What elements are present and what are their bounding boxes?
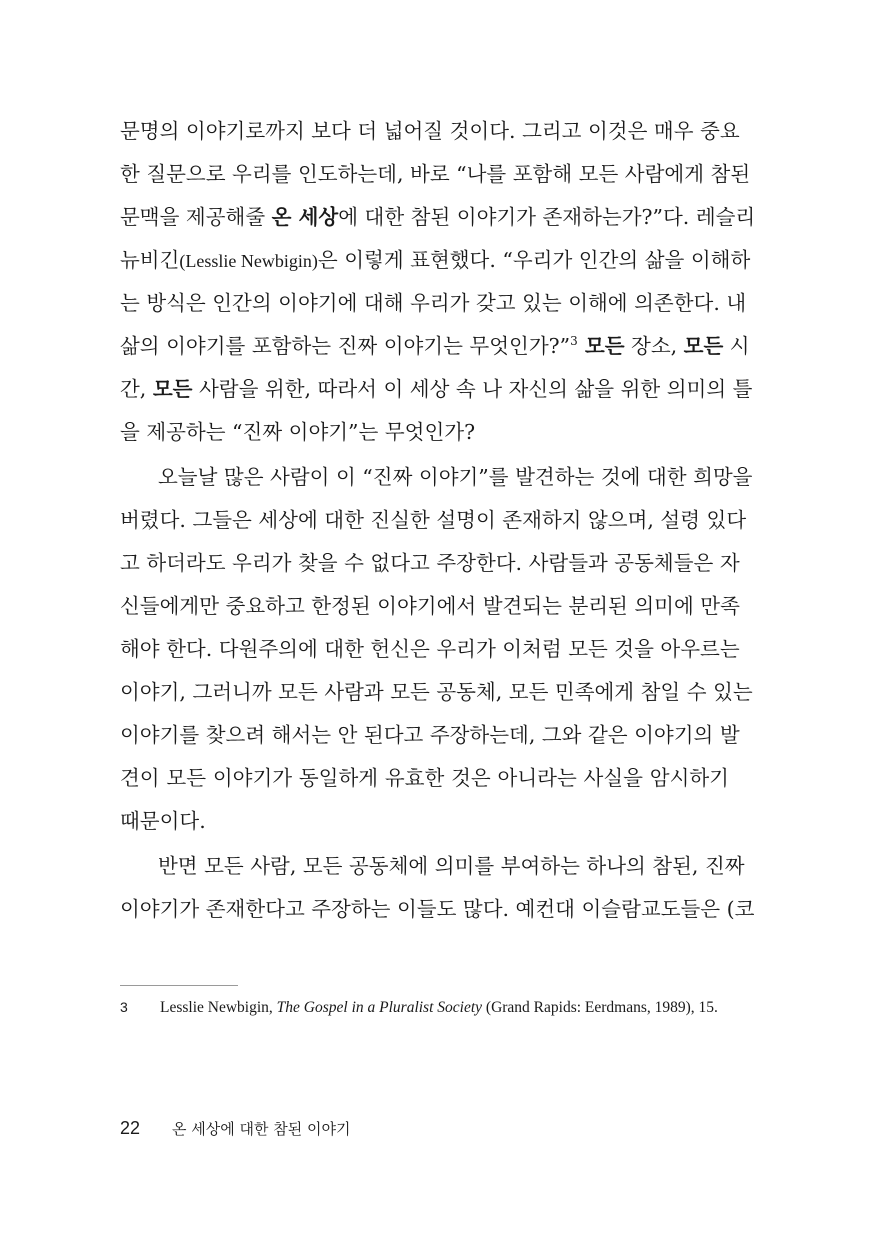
footnote-book-title: The Gospel in a Pluralist Society xyxy=(276,999,483,1016)
body-text: 시 xyxy=(723,334,750,358)
body-line xyxy=(120,673,753,711)
body-text: 장소, xyxy=(624,334,684,358)
body-line xyxy=(120,458,753,496)
body-text: 에 대한 참된 이야기가 존재하는가?”다. 레슬리 xyxy=(338,205,756,229)
body-line xyxy=(120,241,751,279)
body-text: 이야기를 찾으려 해서는 안 된다고 주장하는데, 그와 같은 이야기의 발 xyxy=(120,723,740,747)
body-line xyxy=(120,327,750,365)
body-line xyxy=(120,544,740,582)
body-line xyxy=(120,890,755,928)
page-number: 22 xyxy=(120,1118,141,1138)
body-line xyxy=(120,587,740,625)
body-line xyxy=(120,112,740,150)
body-line xyxy=(120,370,753,408)
body-line xyxy=(120,630,740,668)
body-text: 이야기가 존재한다고 주장하는 이들도 많다. 예컨대 이슬람교도들은 (코 xyxy=(120,897,755,921)
body-line xyxy=(120,413,729,451)
body-text: 견이 모든 이야기가 동일하게 유효한 것은 아니라는 사실을 암시하기 xyxy=(120,766,729,790)
footnote xyxy=(120,995,740,1020)
body-line xyxy=(120,155,751,193)
body-text: 이야기, 그러니까 모든 사람과 모든 공동체, 모든 민족에게 참일 수 있는 xyxy=(120,680,753,704)
body-line xyxy=(120,847,745,885)
footnote-reference: 3 xyxy=(570,334,578,349)
body-line xyxy=(120,759,729,797)
emphasis-text: 모든 xyxy=(577,334,625,358)
body-text: 해야 한다. 다원주의에 대한 헌신은 우리가 이처럼 모든 것을 아우르는 xyxy=(120,637,740,661)
page-footer xyxy=(120,1113,350,1143)
body-text: 한 질문으로 우리를 인도하는데, 바로 “나를 포함해 모든 사람에게 참된 xyxy=(120,162,751,186)
body-line xyxy=(120,284,747,322)
body-text: 오늘날 많은 사람이 이 “진짜 이야기”를 발견하는 것에 대한 희망을 xyxy=(158,465,753,489)
body-line xyxy=(120,716,740,754)
body-line xyxy=(120,198,756,236)
body-text: 때문이다. xyxy=(120,809,206,833)
body-text: 문명의 이야기로까지 보다 더 넓어질 것이다. 그리고 이것은 매우 중요 xyxy=(120,119,740,143)
body-text: 고 하더라도 우리가 찾을 수 없다고 주장한다. 사람들과 공동체들은 자 xyxy=(120,551,740,575)
original-name: (Lesslie Newbigin) xyxy=(179,251,318,271)
body-text: 반면 모든 사람, 모든 공동체에 의미를 부여하는 하나의 참된, 진짜 xyxy=(158,854,745,878)
emphasis-text: 모든 xyxy=(683,334,724,358)
body-line xyxy=(120,501,747,539)
body-text: 사람을 위한, 따라서 이 세상 속 나 자신의 삶을 위한 의미의 틀 xyxy=(192,377,753,401)
body-text: 버렸다. 그들은 세상에 대한 진실한 설명이 존재하지 않으며, 설령 있다 xyxy=(120,508,747,532)
footnote-divider xyxy=(120,985,238,986)
body-line xyxy=(120,802,729,840)
body-text: 간, xyxy=(120,377,153,401)
body-text: 을 제공하는 “진짜 이야기”는 무엇인가? xyxy=(120,420,476,444)
running-title: 온 세상에 대한 참된 이야기 xyxy=(172,1120,351,1138)
emphasis-text: 모든 xyxy=(152,377,193,401)
footnote-author: Lesslie Newbigin, xyxy=(160,999,277,1016)
emphasis-text: 온 세상 xyxy=(271,205,339,229)
body-text: 삶의 이야기를 포함하는 진짜 이야기는 무엇인가?” xyxy=(120,334,571,358)
body-text: 뉴비긴 xyxy=(120,248,180,272)
footnote-publication: (Grand Rapids: Eerdmans, 1989), 15. xyxy=(482,999,718,1016)
body-text: 는 방식은 인간의 이야기에 대해 우리가 갖고 있는 이해에 의존한다. 내 xyxy=(120,291,747,315)
body-text: 은 이렇게 표현했다. “우리가 인간의 삶을 이해하 xyxy=(317,248,751,272)
body-text: 문맥을 제공해줄 xyxy=(120,205,272,229)
footnote-number: 3 xyxy=(120,999,128,1015)
body-text: 신들에게만 중요하고 한정된 이야기에서 발견되는 분리된 의미에 만족 xyxy=(120,594,740,618)
